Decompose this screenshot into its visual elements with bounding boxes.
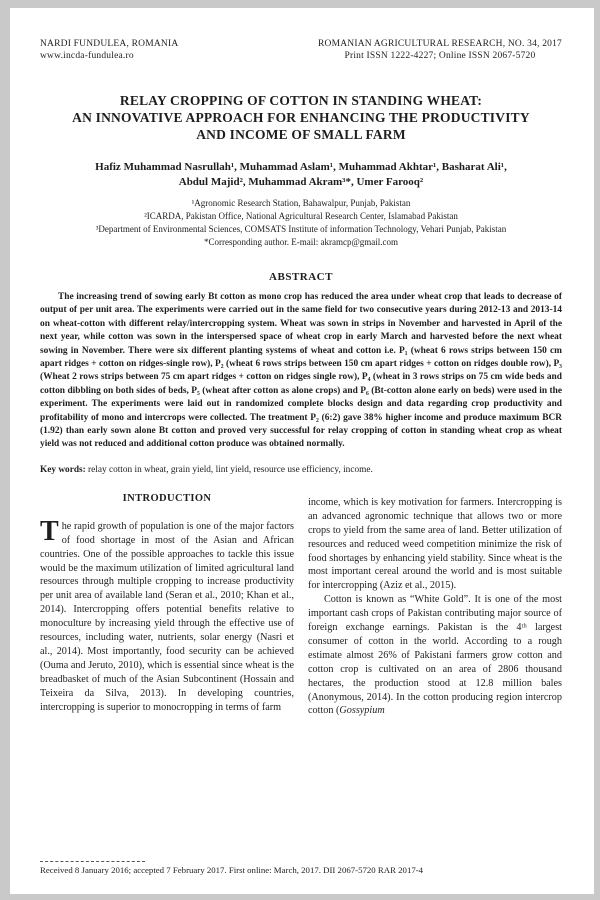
introduction-paragraph-right-1: income, which is key motivation for farmers. Intercropping is an advanced agronomic technique that allows two or more crops to yield from the same area of land. Better utilization of resources and reduced weed competition minimize the risk of food shortages by enhancing yield stability. Since wheat is the most important cereal around the world and is most suitable for intercropping (Aziz et al., 2015). (308, 496, 562, 592)
journal-issue: ROMANIAN AGRICULTURAL RESEARCH, NO. 34, 2017 (317, 39, 562, 49)
journal-header-left (40, 38, 178, 62)
introduction-heading: INTRODUCTION (122, 492, 212, 504)
left-column (40, 492, 294, 861)
authors-list (40, 160, 562, 190)
affiliation-2: ²ICARDA, Pakistan Office, National Agricultural Research Center, Islamabad Pakistan (144, 211, 458, 221)
keywords-text: relay cotton in wheat, grain yield, lint yield, resource use efficiency, income. (85, 464, 373, 475)
abstract-heading: ABSTRACT (269, 271, 333, 283)
introduction-paragraph-right-2-text: Cotton is known as “White Gold”. It is one of the most important cash crops of Pakistan contributing major source of foreign exchange earnings. Pakistan is the 4ᵗʰ largest consumer of cotton in the world. According to a rough estimate almost 26% of Pakistani farmers grow cotton and cotton crop is cultivated on an area of 2806 thousand hectares, the production stood at 12.8 million bales (Anonymous, 2014). In the cotton producing region intercrop cotton ( (308, 594, 562, 717)
corresponding-author-note: *Corresponding author. E-mail: akramcp@gmail.com (204, 237, 398, 247)
introduction-paragraph-left-text: he rapid growth of population is one of the major factors of food shortage in most of the Asian and African countries. One of the possible approaches to tackle this issue would be the maximum utilization of limited agricultural land resources through multiple cropping to increase productivity per unit area of available land (Seran et al., 2010; Khan et al., 2014). Intercropping offers potential benefits relative to monoculture by increasing yield through the effective use of resources, including water, nutrients, solar energy (Nasri et al., 2014). Most importantly, food security can be achieved (Ouma and Jeruto, 2010), which is essential since wheat is the breadbasket of much of the Asian Subcontinent (Hossain and Teixeira da Silva, 2013). In developing countries, intercropping is superior to monocropping in terms of farm (40, 520, 294, 713)
drop-cap: T (40, 515, 59, 547)
affiliation-1: ¹Agronomic Research Station, Bahawalpur, Punjab, Pakistan (191, 198, 411, 208)
species-name-italic: Gossypium (339, 705, 385, 717)
keywords-label: Key words: (40, 464, 86, 475)
journal-header (40, 38, 562, 62)
journal-issn: Print ISSN 1222-4227; Online ISSN 2067-5720 (344, 51, 536, 61)
paper-title (40, 92, 562, 143)
right-column (308, 492, 562, 861)
footnote-divider (40, 861, 145, 862)
affiliation-3: ³Department of Environmental Sciences, COMSATS Institute of information Technology, Vehari Punjab, Pakistan (95, 224, 507, 234)
paper-title-line-3: AND INCOME OF SMALL FARM (196, 127, 406, 142)
keywords-line (40, 464, 562, 476)
received-accepted-footnote: Received 8 January 2016; accepted 7 February 2017. First online: March, 2017. DII 2067-5720 RAR 2017-4 (40, 865, 424, 875)
paper-title-line-1: RELAY CROPPING OF COTTON IN STANDING WHEAT: (119, 93, 483, 108)
paper-page (10, 8, 594, 894)
authors-line-1: Hafiz Muhammad Nasrullah¹, Muhammad Aslam¹, Muhammad Akhtar¹, Basharat Ali¹, (95, 161, 507, 173)
affiliations (40, 197, 562, 249)
body-columns (40, 492, 562, 861)
abstract-text: The increasing trend of sowing early Bt cotton as mono crop has reduced the area under wheat crop that leads to decrease of output of per unit area. The experiments were carried out in the same field for two consecutive years during 2012-13 and 2013-14 on wheat-cotton with different relay/intercropping system. Wheat was sown in strips in November and harvested in April of the next year, while cotton was sown in the interspersed space of wheat crop in early March and harvested before the next wheat sowing in November. There were six different planting systems of wheat and cotton i.e. P₁ (wheat 6 rows strips between 150 cm apart ridges + cotton on ridges-single row), P₂ (wheat 6 rows strips between 150 cm apart ridges + cotton on ridges double row), P₃ (Wheat 2 rows strips between 75 cm apart ridges + cotton on ridges single row), P₄ (wheat in 3 rows strips on 75 cm wide beds and cotton dibbling on both sides of beds, P₅ (wheat after cotton as alone crops) and P₆ (Bt-cotton alone early on beds) were used in the experiment. The experiments were laid out in randomized complete blocks design and data regarding crop productivity and profitability of mono and intercrops were collected. The treatment P₂ (6:2) gave 38% higher income and produce maximum BCR (1.92) than early sown alone Bt cotton and proved very successful for relay cropping of cotton in standing wheat crop as wheat yield was not reduced and additional cotton produce was obtained normally. (40, 292, 562, 450)
journal-website: www.incda-fundulea.ro (40, 51, 134, 61)
journal-name: NARDI FUNDULEA, ROMANIA (40, 39, 179, 49)
journal-header-right (318, 38, 562, 62)
introduction-paragraph-left (40, 515, 294, 715)
authors-line-2: Abdul Majid², Muhammad Akram³*, Umer Farooq² (178, 176, 424, 188)
paper-title-line-2: AN INNOVATIVE APPROACH FOR ENHANCING THE PRODUCTIVITY (72, 110, 530, 125)
introduction-paragraph-right-2 (308, 593, 562, 718)
